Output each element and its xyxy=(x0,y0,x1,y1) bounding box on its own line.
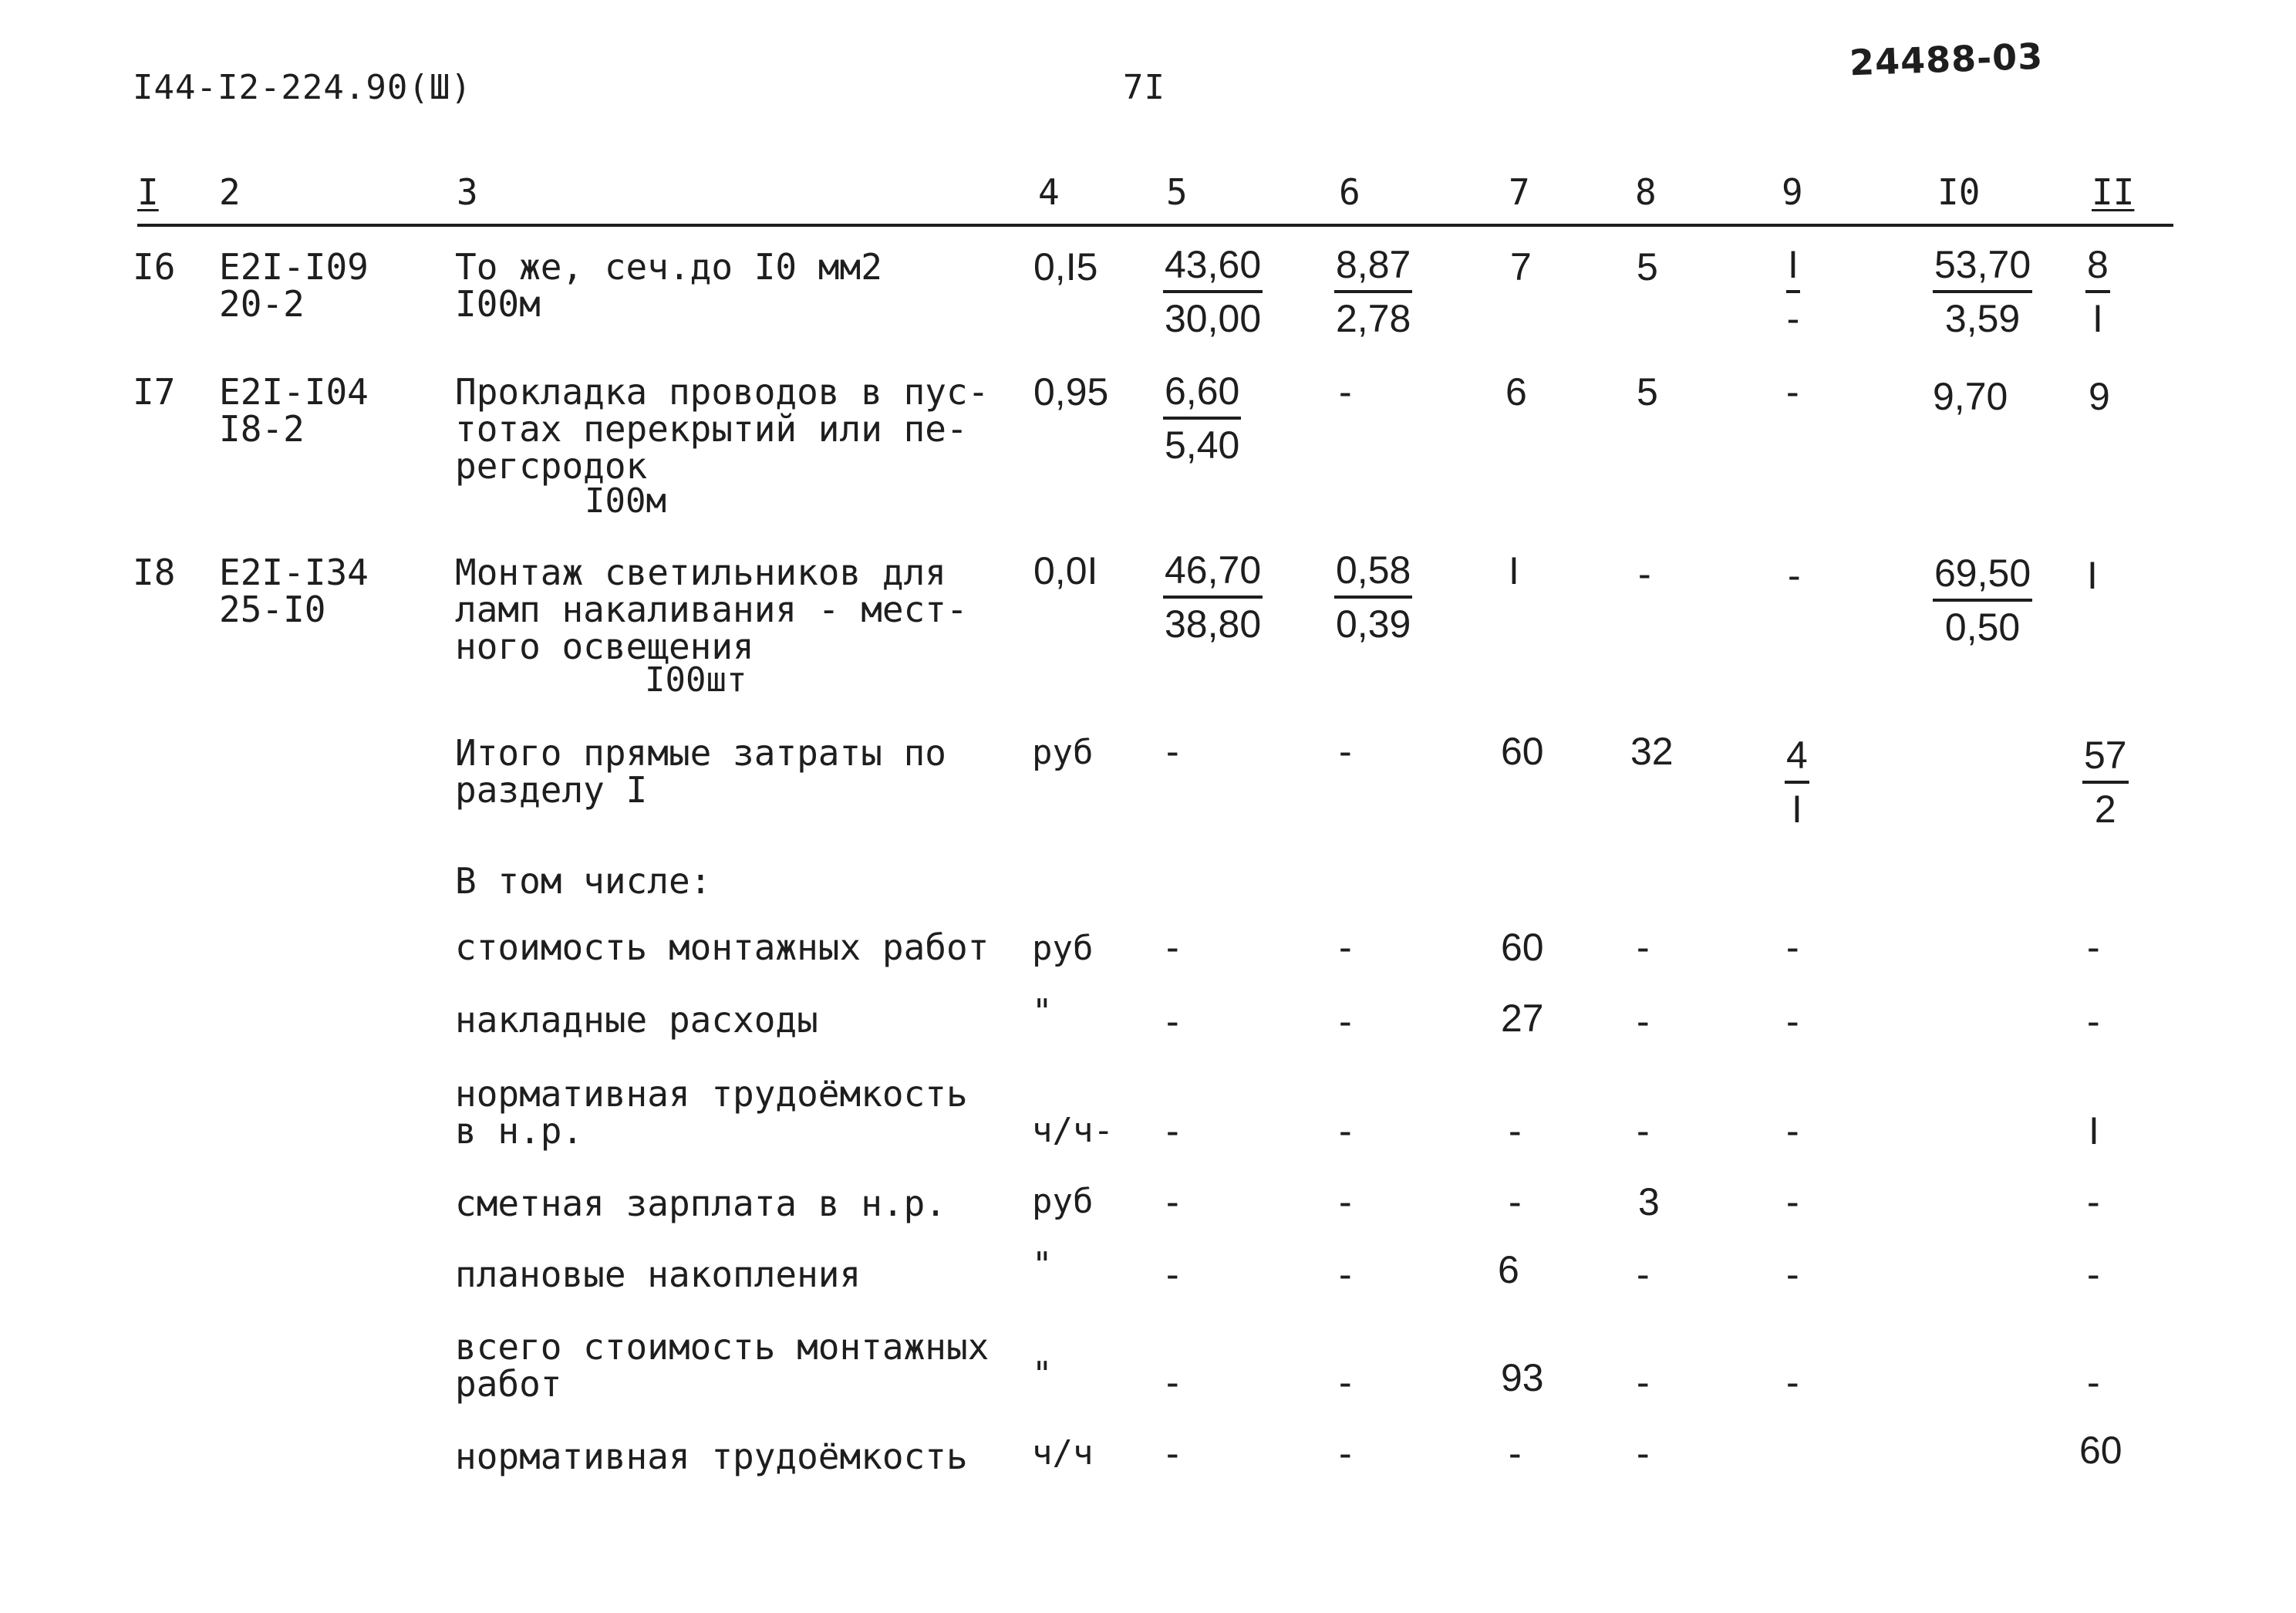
column-header-7: 7 xyxy=(1509,171,1530,213)
breakdown-label: плановые накопления xyxy=(455,1254,861,1295)
breakdown-col7: - xyxy=(1509,1180,1522,1223)
totals-unit: руб xyxy=(1032,733,1094,772)
breakdown-col11: - xyxy=(2087,1180,2100,1223)
breakdown-col11: I xyxy=(2089,1109,2099,1152)
totals-col11-fraction: $\frac{57}{2}$ xyxy=(2082,730,2129,835)
breakdown-col6: - xyxy=(1339,1432,1352,1475)
row-number: I7 xyxy=(133,371,176,413)
breakdown-col9: - xyxy=(1786,1253,1799,1296)
column-header-2: 2 xyxy=(219,171,241,213)
breakdown-unit: " xyxy=(1032,992,1053,1031)
totals-col5: - xyxy=(1166,730,1179,773)
breakdown-unit: ч/ч- xyxy=(1032,1111,1114,1150)
breakdown-col6: - xyxy=(1339,1109,1352,1152)
breakdown-label: нормативная трудоёмкость в н.р. xyxy=(455,1073,968,1152)
breakdown-col7: 27 xyxy=(1501,997,1544,1040)
column-header-8: 8 xyxy=(1635,171,1657,213)
unit-cost-fraction: $\frac{43,60}{30,00}$ xyxy=(1163,239,1263,344)
breakdown-col11: 60 xyxy=(2079,1429,2122,1472)
breakdown-col5: - xyxy=(1166,1109,1179,1152)
work-description: То же, сеч.до I0 мм2 I00м xyxy=(455,246,882,325)
total-cost: I xyxy=(1509,549,1519,592)
breakdown-col7: - xyxy=(1509,1432,1522,1475)
machine-total: - xyxy=(1788,554,1801,597)
machine-total-fraction: I - xyxy=(1786,239,1800,344)
column-header-1: I xyxy=(137,171,159,213)
breakdown-col11: - xyxy=(2087,1253,2100,1296)
breakdown-col6: - xyxy=(1339,1253,1352,1296)
quantity: 0,I5 xyxy=(1033,245,1098,289)
breakdown-col9: - xyxy=(1786,1109,1799,1152)
totals-col8: 32 xyxy=(1630,730,1674,773)
machine-cost-fraction: $\frac{8,87}{2,78}$ xyxy=(1334,239,1412,344)
work-description: Прокладка проводов в пус- тотах перекрытий или пе- регсродок xyxy=(455,371,990,487)
breakdown-col8: - xyxy=(1637,1432,1650,1475)
labor: 9,70 xyxy=(1933,375,2008,418)
breakdown-col8: - xyxy=(1637,1109,1650,1152)
breakdown-col5: - xyxy=(1166,1361,1179,1404)
breakdown-label: стоимость монтажных работ xyxy=(455,926,990,968)
rate-code: E2I-I34 25-I0 xyxy=(219,552,369,630)
breakdown-label: всего стоимость монтажных работ xyxy=(455,1326,990,1405)
work-unit: I00м xyxy=(585,481,666,521)
breakdown-col6: - xyxy=(1339,1000,1352,1043)
breakdown-unit: " xyxy=(1032,1355,1053,1394)
including-label: В том числе: xyxy=(455,860,712,902)
labor-total-fraction: $\frac{8}{I}$ xyxy=(2085,239,2110,344)
totals-label: Итого прямые затраты по разделу I xyxy=(455,732,946,811)
breakdown-col9: - xyxy=(1786,1000,1799,1043)
work-unit: I00шт xyxy=(645,660,747,700)
breakdown-col8: - xyxy=(1637,1361,1650,1404)
breakdown-col9: - xyxy=(1786,1180,1799,1223)
rate-code: E2I-I04 I8-2 xyxy=(219,371,369,450)
quantity: 0,0I xyxy=(1033,549,1098,592)
breakdown-col7: 93 xyxy=(1501,1356,1544,1399)
breakdown-col9: - xyxy=(1786,1361,1799,1404)
breakdown-col7: 60 xyxy=(1501,926,1544,969)
breakdown-col5: - xyxy=(1166,926,1179,969)
machine-cost: - xyxy=(1339,370,1352,413)
column-header-10: I0 xyxy=(1937,171,1981,213)
breakdown-col5: - xyxy=(1166,1253,1179,1296)
breakdown-col5: - xyxy=(1166,1432,1179,1475)
breakdown-col11: - xyxy=(2087,926,2100,969)
column-header-3: 3 xyxy=(457,171,478,213)
unit-cost-fraction: $\frac{6,60}{5,40}$ xyxy=(1163,366,1241,471)
labor-total: 9 xyxy=(2089,375,2110,418)
breakdown-col8: - xyxy=(1637,1000,1650,1043)
total-cost: 7 xyxy=(1510,245,1532,289)
column-header-5: 5 xyxy=(1166,171,1188,213)
breakdown-unit: " xyxy=(1032,1245,1053,1284)
breakdown-unit: ч/ч xyxy=(1032,1433,1094,1473)
column-header-6: 6 xyxy=(1339,171,1360,213)
breakdown-col8: - xyxy=(1637,926,1650,969)
breakdown-label: накладные расходы xyxy=(455,999,818,1041)
machine-cost-fraction: $\frac{0,58}{0,39}$ xyxy=(1334,545,1412,650)
breakdown-col6: - xyxy=(1339,926,1352,969)
page-number: 7I xyxy=(1123,68,1165,107)
wage-cost: - xyxy=(1638,552,1651,596)
archive-number: 24488-03 xyxy=(1849,35,2045,84)
work-description: Монтаж светильников для ламп накаливания - мест- ного освещения xyxy=(455,552,968,667)
machine-total: - xyxy=(1786,370,1799,413)
rate-code: E2I-I09 20-2 xyxy=(219,246,369,325)
totals-col7: 60 xyxy=(1501,730,1544,773)
breakdown-col11: - xyxy=(2087,1000,2100,1043)
breakdown-label: нормативная трудоёмкость xyxy=(455,1436,968,1477)
row-number: I6 xyxy=(133,246,176,288)
labor-total: I xyxy=(2087,554,2098,597)
breakdown-col5: - xyxy=(1166,1000,1179,1043)
unit-cost-fraction: $\frac{46,70}{38,80}$ xyxy=(1163,545,1263,650)
wage-cost: 5 xyxy=(1637,370,1658,413)
totals-col6: - xyxy=(1339,730,1352,773)
labor-fraction: $\frac{69,50}{0,50}$ xyxy=(1933,548,2032,653)
column-header-9: 9 xyxy=(1782,171,1803,213)
breakdown-unit: руб xyxy=(1032,1182,1094,1221)
total-cost: 6 xyxy=(1505,370,1527,413)
column-header-11: II xyxy=(2092,171,2135,213)
document-code: I44-I2-224.90(Ш) xyxy=(133,68,472,107)
breakdown-col7: - xyxy=(1509,1109,1522,1152)
column-header-4: 4 xyxy=(1038,171,1060,213)
quantity: 0,95 xyxy=(1033,370,1109,413)
breakdown-col8: - xyxy=(1637,1253,1650,1296)
breakdown-unit: руб xyxy=(1032,929,1094,968)
breakdown-col6: - xyxy=(1339,1361,1352,1404)
wage-cost: 5 xyxy=(1637,245,1658,289)
totals-col9-fraction: $\frac{4}{I}$ xyxy=(1785,730,1809,835)
breakdown-col11: - xyxy=(2087,1361,2100,1404)
labor-fraction: $\frac{53,70}{3,59}$ xyxy=(1933,239,2032,344)
header-rule xyxy=(137,224,2173,227)
row-number: I8 xyxy=(133,552,176,593)
breakdown-col9: - xyxy=(1786,926,1799,969)
breakdown-col5: - xyxy=(1166,1180,1179,1223)
breakdown-col7: 6 xyxy=(1498,1248,1519,1291)
breakdown-col8: 3 xyxy=(1638,1180,1660,1223)
breakdown-label: сметная зарплата в н.р. xyxy=(455,1183,946,1224)
breakdown-col6: - xyxy=(1339,1180,1352,1223)
